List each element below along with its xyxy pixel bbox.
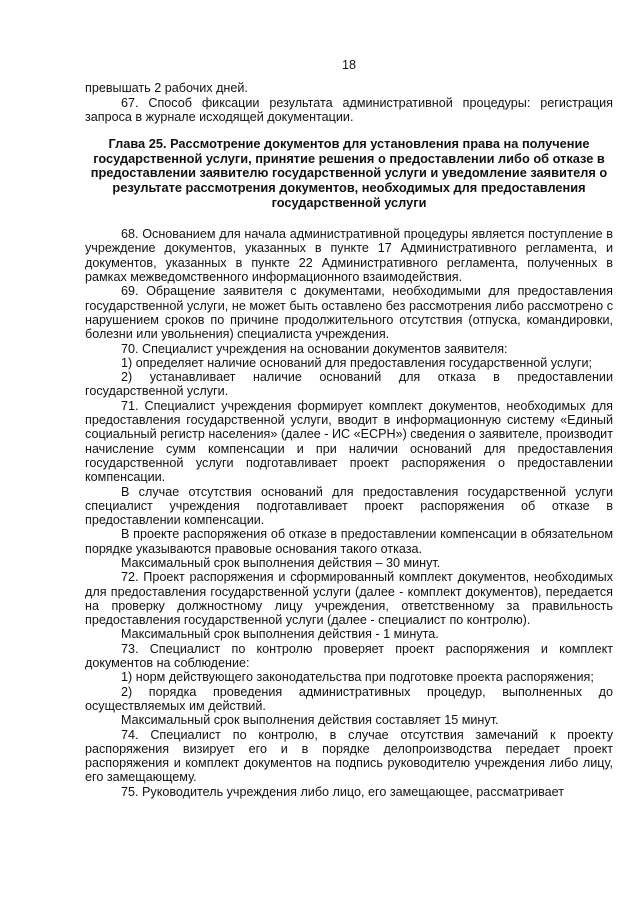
paragraph: 74. Специалист по контролю, в случае отсутствия замечаний к проекту распоряжения визирует его и в порядке делопроизводства передает проект распоряжения и комплект документов на подпись руководителю учреждения либо лицу, его замещающему. (85, 727, 613, 785)
paragraph: 2) порядка проведения административных процедур, выполненных до осуществляемых им действий. (85, 684, 613, 713)
paragraph: Максимальный срок выполнения действия - 1 минута. (121, 627, 439, 642)
paragraph: 67. Способ фиксации результата административной процедуры: регистрация запроса в журнале исходящей документации. (85, 95, 613, 124)
paragraph: 72. Проект распоряжения и сформированный комплект документов, необходимых для предоставления государственной услуги (далее - комплект документов), передается на проверку должностному лицу учреждения, ответственному за правильность предоставления государственной услуги (далее - специалист по контролю). (85, 570, 613, 628)
document-page (85, 58, 613, 799)
paragraph: Максимальный срок выполнения действия составляет 15 минут. (121, 713, 499, 728)
paragraph: 71. Специалист учреждения формирует комплект документов, необходимых для предоставления государственной услуги, вводит в информационную систему «Единый социальный регистр населения» (далее - ИС «ЕСРН») сведения о заявителе, производит начисление сумм компенсации и при наличии оснований для предоставления государственной услуги подготавливает проект распоряжения о предоставлении компенсации. (85, 398, 613, 485)
paragraph: 70. Специалист учреждения на основании документов заявителя: (121, 341, 508, 356)
paragraph: 75. Руководитель учреждения либо лицо, его замещающее, рассматривает (121, 784, 565, 799)
paragraph: В случае отсутствия оснований для предоставления государственной услуги специалист учреждения подготавливает проект распоряжения об отказе в предоставлении компенсации. (85, 484, 613, 528)
paragraph: 73. Специалист по контролю проверяет проект распоряжения и комплект документов на соблюдение: (85, 641, 613, 671)
intro-section (85, 81, 613, 124)
paragraph: 69. Обращение заявителя с документами, необходимыми для предоставления государственной услуги, не может быть оставлено без рассмотрения либо рассмотрено с нарушением сроков по причине продолжительного отсутствия (отпуска, командировки, болезни или увольнения) специалиста учреждения. (85, 284, 613, 342)
paragraph: В проекте распоряжения об отказе в предоставлении компенсации в обязательном порядке указываются правовые основания такого отказа. (85, 527, 613, 556)
paragraph: 1) норм действующего законодательства при подготовке проекта распоряжения; (121, 670, 594, 685)
paragraph: 2) устанавливает наличие оснований для отказа в предоставлении государственной услуги. (85, 370, 613, 399)
paragraph: 68. Основанием для начала административной процедуры является поступление в учреждение документов, указанных в пункте 17 Административного регламента, и документов, указанных в пункте 22 Административного регламента, полученных в рамках межведомственного информационного взаимодействия. (85, 227, 613, 285)
paragraph: Максимальный срок выполнения действия – 30 минут. (121, 555, 441, 570)
chapter-heading: Глава 25. Рассмотрение документов для установления права на получение государственной услуги, принятие решения о предоставлении либо об отказе в предоставлении заявителю государственной услуги и уведомление заявителя о результате рассмотрения документов, необходимых для предоставления государственной услуги (90, 136, 608, 210)
body-section (85, 227, 613, 799)
paragraph: 1) определяет наличие оснований для предоставления государственной услуги; (121, 355, 593, 370)
page-number: 18 (341, 58, 356, 72)
paragraph: превышать 2 рабочих дней. (85, 81, 248, 96)
